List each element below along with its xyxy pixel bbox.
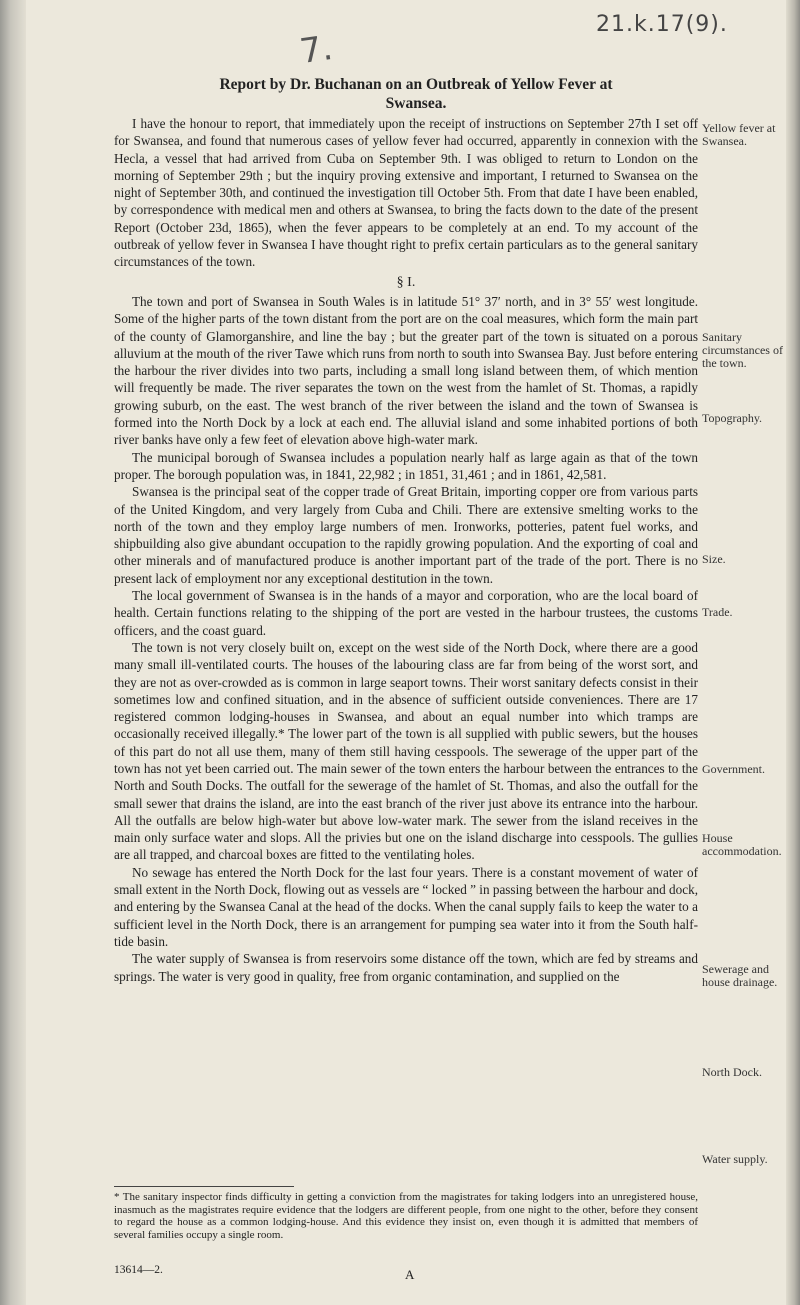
paragraph-intro: I have the honour to report, that immediately upon the receipt of instructions on September 27th I set off for Swansea, and found that numerous cases of yellow fever had occurred, apparently in connexion with the Hecla, a vessel that had arrived from Cuba on September 9th. I was obliged to return to London on the morning of September 29th ; but the inquiry proving extensive and important, I returned to Swansea on the night of September 30th, and continued the investigation till October 5th. From that date I have been enabled, by correspondence with medical men and others at Swansea, to bring the facts down to the date of the present Report (October 23d, 1865), when the fever appears to be completely at an end. To my account of the outbreak of yellow fever in Swansea I have thought right to prefix certain particulars as to the general sanitary circumstances of the town. — [114, 116, 698, 270]
paragraph-north-dock: No sewage has entered the North Dock for the last four years. There is a constant movement of water of small extent in the North Dock, flowing out as vessels are “ locked ” in passing between the harbour and dock, and entering by the Swansea Canal at the head of the docks. When the canal supply fails to keep the water to a sufficient level in the North Dock, there is an arrangement for pumping sea water into it from the South half-tide basin. — [114, 864, 698, 949]
sidenote-sanitary: Sanitary circumstances of the town. — [702, 330, 783, 370]
sidenote-trade: Trade. — [702, 605, 733, 619]
title-line-2: Swansea. — [385, 95, 447, 112]
pencil-mark: 7. — [297, 27, 336, 73]
section-heading: § I. — [396, 274, 416, 290]
footnote: * The sanitary inspector finds difficulty in getting a conviction from the magistrates for taking lodgers into an unregistered house, inasmuch as the magistrates require evidence that the lodgers are different people, from one night to the other, before they consent to regard the house as a common lodging-house. And this evidence they insist on, even though it is admitted that members of several families occupy a single room. — [114, 1191, 698, 1241]
sidenote-size: Size. — [702, 552, 726, 566]
print-code: 13614—2. — [114, 1264, 163, 1276]
catalog-number: 21.k.17(9). — [596, 12, 728, 37]
report-title — [116, 75, 716, 113]
paragraph-water: The water supply of Swansea is from reservoirs some distance off the town, which are fed by streams and springs. The water is very good in quality, free from organic contamination, and supplied on the — [114, 951, 698, 984]
paragraph-government: The local government of Swansea is in the hands of a mayor and corporation, who are the local board of health. Certain functions relating to the shipping of the port are vested in the harbour trustees, the customs officers, and the coast guard. — [114, 588, 698, 638]
sidenote-yellow-fever: Yellow fever at Swansea. — [702, 121, 776, 148]
body-text — [114, 115, 698, 985]
sidenote-north-dock: North Dock. — [702, 1065, 762, 1079]
paragraph-housing: The town is not very closely built on, except on the west side of the North Dock, where there are a good many small ill-ventilated courts. The houses of the labouring class are far from being of the worst sort, and they are not as over-crowded as is common in large seaport towns. Their worst sanitary defects consist in their sometimes low and confined situation, and in the absence of sufficient outside conveniences. There are 17 registered common lodging-houses in Swansea, and about an equal number into which tramps are occasionally received illegally.* The lower part of the town is all supplied with public sewers, but the houses of this part do not all use them, many of them still having cesspools. The sewerage of the upper part of the town has not yet been carried out. The main sewer of the town enters the harbour between the entrances to the North and South Docks. The outfall for the sewerage of the hamlet of St. Thomas, and also the outfall for the small sewer that drains the island, are into the east branch of the river just above its entrance into the harbour. All the outfalls are below high-water but above low-water mark. The sewer from the island receives in the main only surface water and slops. All the privies but one on the island discharge into cesspools. The gullies are all trapped, and charcoal boxes are fitted to the ventilating holes. — [114, 639, 698, 863]
footnote-rule — [114, 1186, 294, 1187]
page-binding — [0, 0, 26, 1305]
paragraph-trade: Swansea is the principal seat of the copper trade of Great Britain, importing copper ore from various parts of the United Kingdom, and very largely from Cuba and Chili. There are extensive smelting works to the north of the town and they employ large numbers of men. Ironworks, potteries, patent fuel works, and shipbuilding also give abundant occupation to the rapidly growing population. And the exporting of coal and other minerals and of manufactured produce is another important part of the trade of the port. There is no present lack of employment nor any exceptional destitution in the town. — [114, 484, 698, 586]
sidenote-house-accommodation: House accommodation. — [702, 831, 782, 858]
sidenote-sewerage: Sewerage and house drainage. — [702, 962, 778, 989]
signature-mark: A — [405, 1267, 415, 1282]
page-edge — [786, 0, 800, 1305]
sidenote-water-supply: Water supply. — [702, 1152, 768, 1166]
sidenote-government: Government. — [702, 762, 765, 776]
paragraph-topography: The town and port of Swansea in South Wales is in latitude 51° 37′ north, and in 3° 55′ west longitude. Some of the higher parts of the town distant from the port are on the coal measures, which form the main part of the county of Glamorganshire, and line the bay ; but the greater part of the town is situated on a porous alluvium at the mouth of the river Tawe which runs from north to south into Swansea Bay. Just before entering the harbour the river divides into two parts, including a small long island between them, of which mention will frequently be made. The river separates the town on the west from the hamlet of St. Thomas, a rapidly growing suburb, on the east. The west branch of the river between the island and the town of Swansea is formed into the North Dock by a lock at each end. The alluvial island and some inhabited portions of both river banks have only a few feet of elevation above high-water mark. — [114, 293, 698, 448]
sidenote-topography: Topography. — [702, 411, 763, 425]
paragraph-size: The municipal borough of Swansea includes a population nearly half as large again as that of the town proper. The borough population was, in 1841, 22,982 ; in 1851, 31,461 ; and in 1861, 42,581. — [114, 449, 698, 482]
title-line-1: Report by Dr. Buchanan on an Outbreak of Yellow Fever at — [219, 76, 613, 93]
